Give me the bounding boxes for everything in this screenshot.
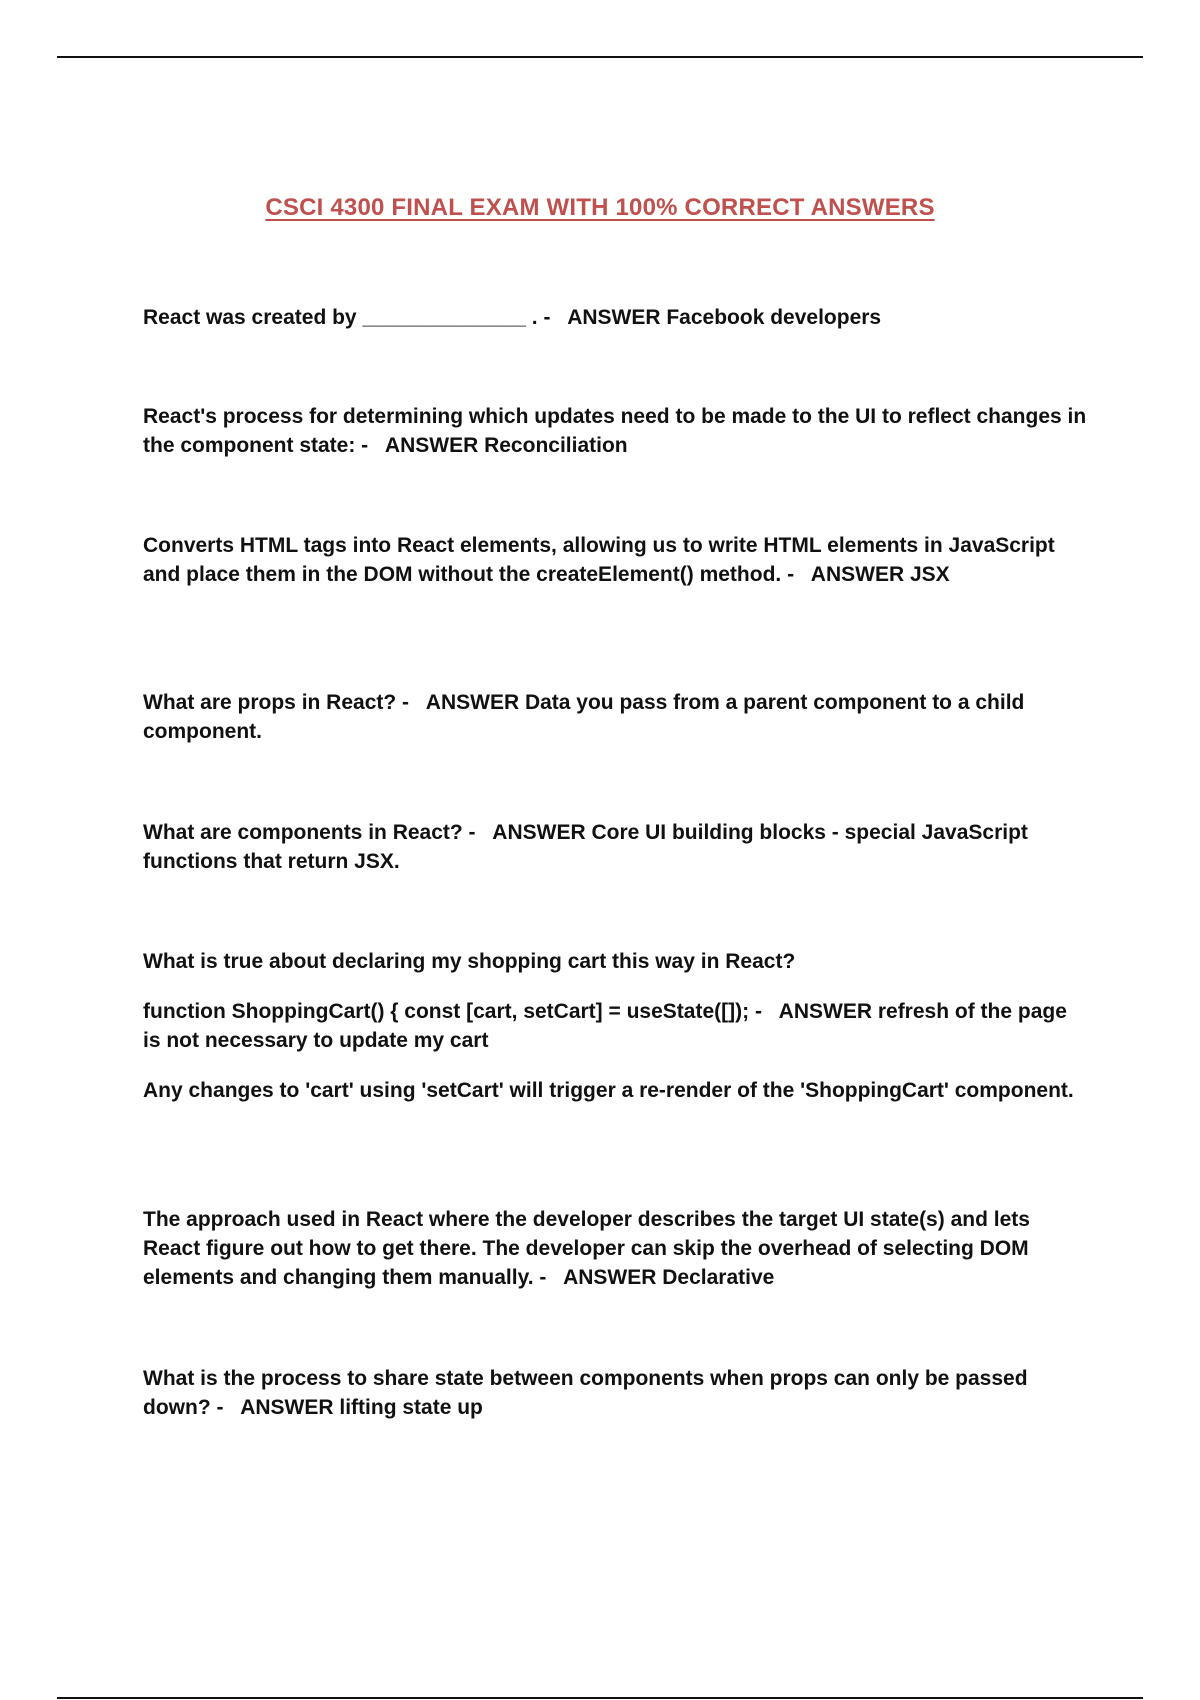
qa-item-1 [143,303,1089,332]
top-rule [57,56,1143,58]
question: React's process for determining which updates need to be made to the UI to reflect changes in the component state: - [143,405,1087,457]
answer: ANSWER Core UI building blocks - special JavaScript functions that return JSX. [143,821,1028,873]
question: React was created by ______________ . - [143,306,551,329]
answer: ANSWER Reconciliation [384,434,628,457]
question: What are props in React? - [143,691,410,714]
qa-item-8 [143,1364,1089,1422]
qa-item-4 [143,688,1089,746]
answer-followup: Any changes to 'cart' using 'setCart' will trigger a re-render of the 'ShoppingCart' component. [143,1079,1074,1102]
answer: ANSWER Data you pass from a parent component to a child component. [143,691,1025,743]
question: function ShoppingCart() { const [cart, setCart] = useState([]); - [143,1000,762,1023]
question: What is the process to share state between components when props can only be passed down? - [143,1367,1028,1419]
answer: ANSWER Declarative [563,1266,775,1289]
bottom-rule [57,1697,1143,1699]
qa-item-2 [143,402,1089,460]
page-title: CSCI 4300 FINAL EXAM WITH 100% CORRECT ANSWERS [265,194,935,221]
qa-item-3 [143,531,1089,589]
answer: ANSWER Facebook developers [567,306,882,329]
question: The approach used in React where the developer describes the target UI state(s) and lets React figure out how to get there. The developer can skip the overhead of selecting DOM elements and changing them manually. - [143,1208,1030,1289]
qa-item-7 [143,1205,1089,1292]
answer: ANSWER refresh of the page is not necessary to update my cart [143,1000,1067,1052]
question: Converts HTML tags into React elements, allowing us to write HTML elements in JavaScript and place them in the DOM without the createElement() method. - [143,534,1055,586]
question: What are components in React? - [143,821,476,844]
qa-item-6 [143,947,1089,1105]
question-intro: What is true about declaring my shopping cart this way in React? [143,950,796,973]
answer: ANSWER JSX [810,563,950,586]
answer: ANSWER lifting state up [240,1396,483,1419]
qa-item-5 [143,818,1089,876]
